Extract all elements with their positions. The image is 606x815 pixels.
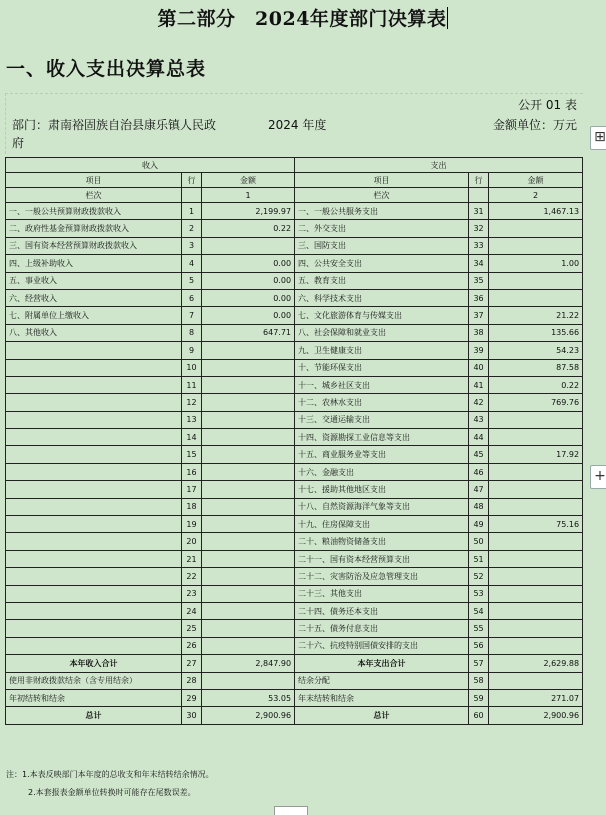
income-amount-cell: 0.22 — [202, 220, 295, 237]
expense-item-cell: 十四、资源勘探工业信息等支出 — [295, 429, 469, 446]
income-line-cell: 26 — [182, 637, 202, 654]
table-row — [6, 620, 583, 637]
income-line-cell: 5 — [182, 272, 202, 289]
income-line-cell: 24 — [182, 602, 202, 619]
income-amount-cell — [202, 516, 295, 533]
income-line-cell: 16 — [182, 463, 202, 480]
income-item-cell — [6, 446, 182, 463]
income-amount-cell — [202, 672, 295, 689]
income-amount-cell — [202, 533, 295, 550]
expense-amount-cell — [489, 637, 583, 654]
income-item-cell — [6, 533, 182, 550]
table-row — [6, 411, 583, 428]
col-index-1: 1 — [202, 188, 295, 203]
expense-item-cell: 七、文化旅游体育与传媒支出 — [295, 307, 469, 324]
expense-line-cell: 44 — [469, 429, 489, 446]
notes — [6, 766, 214, 802]
income-item-cell: 本年收入合计 — [6, 655, 182, 672]
income-amount-cell — [202, 359, 295, 376]
expense-amount-cell — [489, 411, 583, 428]
table-row — [6, 498, 583, 515]
income-line-cell: 27 — [182, 655, 202, 672]
expense-item-cell: 四、公共安全支出 — [295, 255, 469, 272]
table-row — [6, 602, 583, 619]
income-line-cell: 13 — [182, 411, 202, 428]
income-line-cell: 15 — [182, 446, 202, 463]
expense-amount-cell: 87.58 — [489, 359, 583, 376]
income-line-cell: 17 — [182, 481, 202, 498]
income-amount-cell: 0.00 — [202, 255, 295, 272]
expense-item-cell: 本年支出合计 — [295, 655, 469, 672]
expense-item-cell: 十九、住房保障支出 — [295, 516, 469, 533]
expense-amount-cell — [489, 463, 583, 480]
income-amount-cell — [202, 568, 295, 585]
income-line-cell: 8 — [182, 324, 202, 341]
expense-line-cell: 35 — [469, 272, 489, 289]
page-title: 第二部分 2024年度部门决算表 — [157, 8, 447, 30]
expense-item-cell: 二十三、其他支出 — [295, 585, 469, 602]
expense-item-cell: 二十二、灾害防治及应急管理支出 — [295, 568, 469, 585]
expense-line-cell: 37 — [469, 307, 489, 324]
expense-item-cell: 结余分配 — [295, 672, 469, 689]
col-line: 行 — [182, 173, 202, 188]
income-amount-cell: 53.05 — [202, 689, 295, 706]
income-item-cell — [6, 637, 182, 654]
col-line: 行 — [469, 173, 489, 188]
table-row — [6, 376, 583, 393]
expense-amount-cell — [489, 481, 583, 498]
table-row — [6, 272, 583, 289]
income-amount-cell — [202, 637, 295, 654]
income-line-cell: 1 — [182, 203, 202, 220]
table-row — [6, 203, 583, 220]
expense-line-cell: 34 — [469, 255, 489, 272]
section-title: 一、收入支出决算总表 — [6, 58, 207, 80]
expense-amount-cell: 769.76 — [489, 394, 583, 411]
expense-amount-cell: 75.16 — [489, 516, 583, 533]
table-row — [6, 516, 583, 533]
income-item-cell: 使用非财政拨款结余（含专用结余） — [6, 672, 182, 689]
expense-line-cell: 46 — [469, 463, 489, 480]
income-amount-cell: 0.00 — [202, 272, 295, 289]
col-amount: 金额 — [489, 173, 583, 188]
table-row — [6, 446, 583, 463]
table-row — [6, 255, 583, 272]
table-row — [6, 463, 583, 480]
expense-amount-cell — [489, 602, 583, 619]
income-amount-cell: 2,900.96 — [202, 707, 295, 724]
income-item-cell — [6, 620, 182, 637]
expense-line-cell: 50 — [469, 533, 489, 550]
table-header-area — [5, 93, 583, 154]
expense-item-cell: 十六、金融支出 — [295, 463, 469, 480]
expense-item-cell: 十、节能环保支出 — [295, 359, 469, 376]
income-line-cell: 6 — [182, 289, 202, 306]
income-item-cell — [6, 342, 182, 359]
department-label: 部门：肃南裕固族自治县康乐镇人民政府 — [12, 118, 217, 150]
table-row — [6, 394, 583, 411]
income-line-cell: 20 — [182, 533, 202, 550]
expense-amount-cell: 271.07 — [489, 689, 583, 706]
expense-line-cell: 31 — [469, 203, 489, 220]
expense-amount-cell — [489, 237, 583, 254]
expense-amount-cell — [489, 620, 583, 637]
income-amount-cell: 0.00 — [202, 289, 295, 306]
expense-item-cell: 三、国防支出 — [295, 237, 469, 254]
table-row — [6, 220, 583, 237]
expense-item-cell: 二十六、抗疫特别国债安排的支出 — [295, 637, 469, 654]
income-item-cell: 年初结转和结余 — [6, 689, 182, 706]
expense-line-cell: 32 — [469, 220, 489, 237]
expense-item-cell: 二、外交支出 — [295, 220, 469, 237]
expense-item-cell: 十一、城乡社区支出 — [295, 376, 469, 393]
income-amount-cell — [202, 585, 295, 602]
income-item-cell — [6, 602, 182, 619]
expense-item-cell: 六、科学技术支出 — [295, 289, 469, 306]
income-amount-cell — [202, 342, 295, 359]
income-line-cell: 28 — [182, 672, 202, 689]
income-item-cell: 六、经营收入 — [6, 289, 182, 306]
expense-amount-cell: 21.22 — [489, 307, 583, 324]
income-amount-cell: 0.00 — [202, 307, 295, 324]
expense-line-cell: 45 — [469, 446, 489, 463]
expense-item-cell: 十三、交通运输支出 — [295, 411, 469, 428]
expense-line-cell: 57 — [469, 655, 489, 672]
income-line-cell: 2 — [182, 220, 202, 237]
expense-item-cell: 二十四、债务还本支出 — [295, 602, 469, 619]
income-amount-cell — [202, 602, 295, 619]
expense-line-cell: 52 — [469, 568, 489, 585]
expense-line-cell: 55 — [469, 620, 489, 637]
table-row — [6, 707, 583, 724]
expense-item-cell: 年末结转和结余 — [295, 689, 469, 706]
expense-amount-cell — [489, 533, 583, 550]
expense-amount-cell: 2,629.88 — [489, 655, 583, 672]
income-line-cell: 9 — [182, 342, 202, 359]
income-item-cell: 总计 — [6, 707, 182, 724]
income-line-cell: 3 — [182, 237, 202, 254]
table-row — [6, 672, 583, 689]
expense-item-cell: 五、教育支出 — [295, 272, 469, 289]
expense-line-cell: 60 — [469, 707, 489, 724]
expense-line-cell: 33 — [469, 237, 489, 254]
income-line-cell: 30 — [182, 707, 202, 724]
expense-amount-cell — [489, 272, 583, 289]
expense-amount-cell: 2,900.96 — [489, 707, 583, 724]
table-row — [6, 585, 583, 602]
unit-label: 金额单位：万元 — [492, 118, 577, 132]
income-amount-cell: 647.71 — [202, 324, 295, 341]
income-item-cell: 五、事业收入 — [6, 272, 182, 289]
expense-line-cell: 36 — [469, 289, 489, 306]
expense-line-cell: 39 — [469, 342, 489, 359]
expense-item-cell: 十八、自然资源海洋气象等支出 — [295, 498, 469, 515]
blank-cell — [469, 188, 489, 203]
expense-amount-cell — [489, 568, 583, 585]
table-row — [6, 533, 583, 550]
income-amount-cell — [202, 620, 295, 637]
income-line-cell: 29 — [182, 689, 202, 706]
col-item: 项目 — [295, 173, 469, 188]
expense-line-cell: 54 — [469, 602, 489, 619]
expense-line-cell: 48 — [469, 498, 489, 515]
table-row — [6, 289, 583, 306]
expense-item-cell: 十二、农林水支出 — [295, 394, 469, 411]
income-item-cell — [6, 498, 182, 515]
table-row — [6, 324, 583, 341]
income-item-cell: 七、附属单位上缴收入 — [6, 307, 182, 324]
income-item-cell — [6, 359, 182, 376]
table-row — [6, 481, 583, 498]
column-label: 栏次 — [6, 188, 182, 203]
note-2: 2.本套报表金额单位转换时可能存在尾数误差。 — [28, 788, 196, 797]
expense-amount-cell: 1.00 — [489, 255, 583, 272]
expense-line-cell: 42 — [469, 394, 489, 411]
expense-item-cell: 九、卫生健康支出 — [295, 342, 469, 359]
scroll-tab[interactable] — [274, 806, 308, 815]
income-amount-cell — [202, 237, 295, 254]
income-item-cell — [6, 411, 182, 428]
income-line-cell: 19 — [182, 516, 202, 533]
expense-amount-cell — [489, 672, 583, 689]
income-item-cell: 四、上级补助收入 — [6, 255, 182, 272]
table-code: 公开 01 表 — [518, 98, 577, 112]
income-amount-cell — [202, 429, 295, 446]
table-row — [6, 689, 583, 706]
income-header: 收入 — [6, 158, 295, 173]
income-amount-cell — [202, 463, 295, 480]
header-row-index — [6, 188, 583, 203]
table-row — [6, 429, 583, 446]
expense-item-cell: 一、一般公共服务支出 — [295, 203, 469, 220]
income-line-cell: 11 — [182, 376, 202, 393]
income-item-cell — [6, 585, 182, 602]
note-1: 注：1.本表反映部门本年度的总收支和年末结转结余情况。 — [6, 770, 214, 779]
expense-amount-cell: 17.92 — [489, 446, 583, 463]
header-row-columns — [6, 173, 583, 188]
income-line-cell: 25 — [182, 620, 202, 637]
col-item: 项目 — [6, 173, 182, 188]
income-item-cell — [6, 481, 182, 498]
income-item-cell — [6, 394, 182, 411]
column-label: 栏次 — [295, 188, 469, 203]
expense-line-cell: 38 — [469, 324, 489, 341]
income-line-cell: 12 — [182, 394, 202, 411]
income-amount-cell — [202, 394, 295, 411]
expense-item-cell: 十五、商业服务业等支出 — [295, 446, 469, 463]
expense-item-cell: 二十、粮油物资储备支出 — [295, 533, 469, 550]
income-amount-cell — [202, 411, 295, 428]
income-item-cell: 一、一般公共预算财政拨款收入 — [6, 203, 182, 220]
income-amount-cell — [202, 498, 295, 515]
table-row — [6, 342, 583, 359]
blank-cell — [182, 188, 202, 203]
expense-amount-cell: 135.66 — [489, 324, 583, 341]
year-label: 2024 年度 — [268, 118, 327, 132]
table-row — [6, 359, 583, 376]
expense-item-cell: 总计 — [295, 707, 469, 724]
income-amount-cell: 2,847.90 — [202, 655, 295, 672]
income-item-cell — [6, 568, 182, 585]
expense-amount-cell — [489, 220, 583, 237]
col-amount: 金额 — [202, 173, 295, 188]
expense-item-cell: 二十一、国有资本经营预算支出 — [295, 550, 469, 567]
income-line-cell: 14 — [182, 429, 202, 446]
income-item-cell — [6, 429, 182, 446]
income-line-cell: 21 — [182, 550, 202, 567]
expense-item-cell: 八、社会保障和就业支出 — [295, 324, 469, 341]
expense-line-cell: 59 — [469, 689, 489, 706]
table-row — [6, 237, 583, 254]
expense-line-cell: 51 — [469, 550, 489, 567]
income-line-cell: 18 — [182, 498, 202, 515]
income-item-cell — [6, 516, 182, 533]
table-row — [6, 568, 583, 585]
expense-amount-cell — [489, 498, 583, 515]
income-item-cell: 八、其他收入 — [6, 324, 182, 341]
col-index-2: 2 — [489, 188, 583, 203]
expense-amount-cell: 54.23 — [489, 342, 583, 359]
income-amount-cell — [202, 481, 295, 498]
expense-line-cell: 43 — [469, 411, 489, 428]
expense-line-cell: 40 — [469, 359, 489, 376]
income-item-cell: 三、国有资本经营预算财政拨款收入 — [6, 237, 182, 254]
table-row — [6, 655, 583, 672]
header-row-group — [6, 158, 583, 173]
expand-plus-icon[interactable]: + — [590, 465, 606, 489]
income-amount-cell — [202, 376, 295, 393]
income-item-cell — [6, 376, 182, 393]
income-amount-cell — [202, 446, 295, 463]
table-row — [6, 307, 583, 324]
expense-line-cell: 41 — [469, 376, 489, 393]
income-line-cell: 22 — [182, 568, 202, 585]
expense-amount-cell — [489, 289, 583, 306]
income-amount-cell: 2,199.97 — [202, 203, 295, 220]
income-item-cell: 二、政府性基金预算财政拨款收入 — [6, 220, 182, 237]
expense-line-cell: 53 — [469, 585, 489, 602]
income-line-cell: 4 — [182, 255, 202, 272]
text-cursor — [447, 7, 448, 29]
income-line-cell: 10 — [182, 359, 202, 376]
expense-line-cell: 58 — [469, 672, 489, 689]
income-line-cell: 23 — [182, 585, 202, 602]
income-item-cell — [6, 550, 182, 567]
table-row — [6, 637, 583, 654]
income-expense-table — [5, 157, 583, 725]
income-amount-cell — [202, 550, 295, 567]
table-row — [6, 550, 583, 567]
side-panel-icon[interactable]: ⊞ — [590, 126, 606, 150]
expense-item-cell: 二十五、债务付息支出 — [295, 620, 469, 637]
expense-line-cell: 56 — [469, 637, 489, 654]
expense-amount-cell: 0.22 — [489, 376, 583, 393]
expense-amount-cell: 1,467.13 — [489, 203, 583, 220]
expense-header: 支出 — [295, 158, 583, 173]
expense-item-cell: 十七、援助其他地区支出 — [295, 481, 469, 498]
expense-amount-cell — [489, 585, 583, 602]
expense-amount-cell — [489, 429, 583, 446]
expense-amount-cell — [489, 550, 583, 567]
expense-line-cell: 47 — [469, 481, 489, 498]
income-item-cell — [6, 463, 182, 480]
income-line-cell: 7 — [182, 307, 202, 324]
expense-line-cell: 49 — [469, 516, 489, 533]
